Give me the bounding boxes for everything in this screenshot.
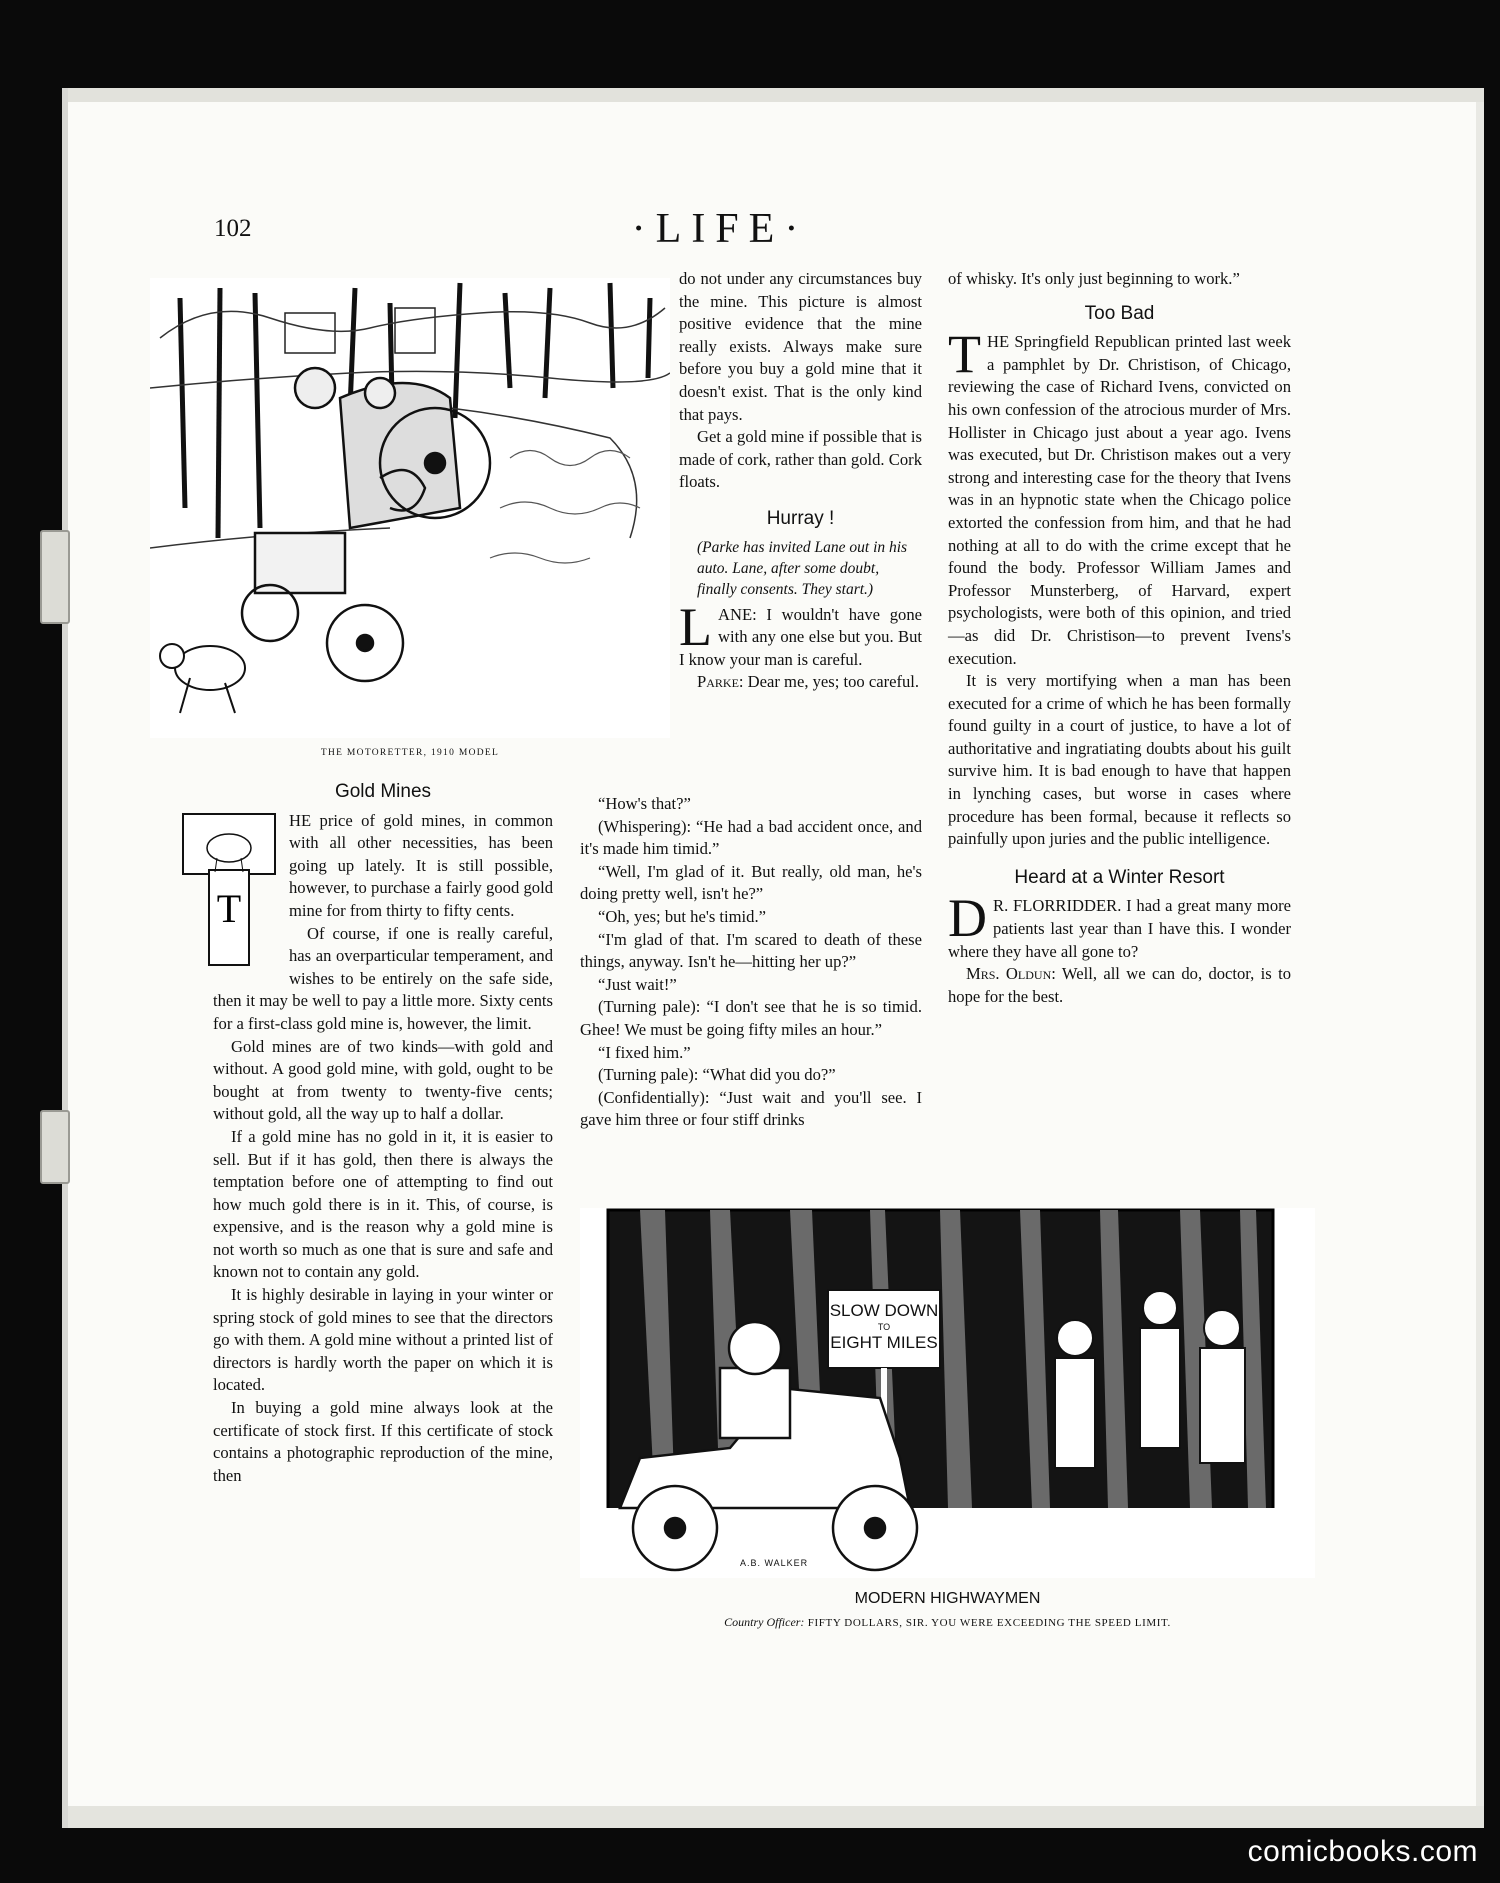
dropcap-t-ornament (179, 810, 279, 970)
binding-tab (40, 530, 70, 624)
page-header (0, 205, 1500, 255)
oldun-text: : Well, all we can do, doctor, is to hope for the best. (948, 964, 1291, 1006)
hurray-stage-direction: (Parke has invited Lane out in his auto. Lane, after some doubt, finally consents. They start.) (697, 538, 908, 598)
winter-resort-title: Heard at a Winter Resort (1014, 866, 1225, 888)
sign-line-1: SLOW DOWN (829, 1301, 939, 1320)
page-bottom-edge (68, 1806, 1484, 1828)
highwaymen-caption-text (580, 1615, 1315, 1630)
oldun-name: Mrs. Oldun (966, 964, 1052, 984)
binding-tab (40, 1110, 70, 1184)
dialogue-line: (Confidentially): “Just wait and you'll see. I gave him three or four stiff drinks (580, 1087, 922, 1130)
dropcap-l: L (679, 596, 712, 657)
doctor-name: R. FLORRIDDER (993, 896, 1118, 916)
sign-line-2: TO (877, 1322, 891, 1332)
dialogue-line: “Just wait!” (598, 974, 677, 994)
motoretter-caption: THE MOTORETTER, 1910 MODEL (320, 748, 500, 758)
too-bad-paragraph: THE Springfield Republican printed last week a pamphlet by Dr. Christison, of Chicago, reviewing the case of Richard Ivens, convicted on his own confession of the atrocious murder of Mrs. Hollister in Chicago just about a year ago. Ivens was executed, but Dr. Christison makes out a very strong and interesting case for the theory that Ivens was in an hypnotic state when the Chicago police extorted the confession from him, and that he had nothing at all to do with the crime except that he found the body. Professor William James and Professor Munsterberg, of Harvard, expert psychologists, were both of this opinion, and tried—as did Dr. Christison—to prevent Ivens's execution. (948, 324, 1291, 668)
lane-text: : I wouldn't have gone with any one else but you. But I know your man is careful. (679, 604, 922, 669)
lane-name: ANE (718, 604, 753, 624)
gold-mines-paragraph: Get a gold mine if possible that is made of cork, rather than gold. Cork floats. (679, 427, 922, 492)
gold-mines-paragraph: HE price of gold mines, in common with all other necessities, has been going up lately. It is still possible, however, to purchase a fairly good gold mine for from thirty to fifty cents. (289, 810, 553, 920)
motoretter-drawing (150, 278, 670, 738)
page-top-edge (68, 88, 1484, 102)
parke-name: Parke (697, 672, 739, 692)
gold-mines-paragraph: If a gold mine has no gold in it, it is easier to sell. But if it has gold, then there is always the temptation before one of attempting to find out how much gold there is in it. This, of course, is expensive, and is the reason why a gold mine is not worth so much as one that is sure and safe and known not to contain any gold. (213, 1126, 553, 1282)
caption-quote: FIFTY DOLLARS, SIR. YOU WERE EXCEEDING THE SPEED LIMIT. (807, 1617, 1171, 1629)
hurray-title: Hurray ! (766, 507, 835, 529)
dialogue-line: “I fixed him.” (598, 1042, 691, 1062)
dialogue-line: (Turning pale): “I don't see that he is so timid. Ghee! We must be going fifty miles an hour.” (580, 997, 922, 1039)
lane-line (679, 596, 922, 672)
dialogue-line: “Well, I'm glad of it. But really, old man, he's doing pretty well, isn't he?” (580, 861, 922, 904)
gold-mines-title: Gold Mines (334, 781, 432, 802)
gold-mines-paragraph: Gold mines are of two kinds—with gold and without. A good gold mine, with gold, ought to be bought at from twenty to twenty-five cents; without gold, all the way up to half a dollar. (213, 1036, 553, 1124)
sign-line-3: EIGHT MILES (830, 1333, 938, 1352)
dialogue-line: (Turning pale): “What did you do?” (598, 1065, 836, 1085)
dropcap-t: T (948, 324, 981, 385)
highwaymen-drawing (580, 1208, 1315, 1578)
gold-mines-paragraph: do not under any circumstances buy the mine. This picture is almost positive evidence that the mine really exists. Always make sure before you buy a gold mine that it doesn't exist. That is the only kind that pays. (679, 269, 922, 424)
gold-mines-paragraph: Of course, if one is really careful, has an overparticular temperament, and wishes to be entirely on the safe side, then it may be well to pay a little more. Sixty cents for a first-class gold mine is, however, the limit. (213, 923, 553, 1033)
right-column (948, 268, 1291, 1008)
gold-mines-paragraph: In buying a gold mine always look at the certificate of stock first. If this certificate of stock contains a photographic reproduction of the mine, then (213, 1398, 553, 1485)
parke-text: : Dear me, yes; too careful. (738, 672, 920, 692)
gold-mines-continuation (679, 268, 922, 694)
caption-speaker: Country Officer: (724, 1615, 805, 1629)
dropcap-d: D (948, 888, 987, 949)
highwaymen-illustration (580, 1208, 1315, 1578)
gold-mines-article (213, 773, 553, 1487)
doctor-text: . I had a great many more patients last year than I have this. I wonder where they have all gone to? (948, 896, 1292, 961)
dropcap-letter: T (216, 885, 242, 931)
site-watermark: comicbooks.com (1247, 1835, 1478, 1868)
oldun-line (948, 963, 1291, 1008)
doctor-line (948, 888, 1292, 963)
dialogue-line: “I'm glad of that. I'm scared to death of these things, anyway. Isn't he—hitting her up?” (580, 929, 922, 972)
dialogue-line: of whisky. It's only just beginning to work.” (948, 269, 1240, 288)
highwaymen-caption-title: MODERN HIGHWAYMEN (854, 1590, 1041, 1607)
dialogue-line: “How's that?” (598, 794, 691, 813)
page-number: 102 (214, 215, 252, 242)
motoretter-illustration (150, 278, 670, 738)
too-bad-paragraph: It is very mortifying when a man has been executed for a crime of which he has been formally found guilty in a court of justice, to have a lot of authoritative and ingratiating doubts about his guilt survive him. It is bad enough to have that happen in lynching cases, but worse in cases where procedure has been formal, because it reflects so painfully upon juries and the public intelligence. (948, 671, 1291, 849)
masthead: ·LIFE· (631, 206, 809, 252)
dialogue-line: (Whispering): “He had a bad accident once, and it's made him timid.” (580, 816, 922, 859)
ornamental-dropcap (179, 810, 279, 970)
dialogue-line: “Oh, yes; but he's timid.” (598, 906, 766, 926)
gold-mines-paragraph: It is highly desirable in laying in your winter or spring stock of gold mines to see that the directors go with them. A gold mine without a printed list of directors is hardly worth the paper on which it is located. (213, 1285, 553, 1395)
parke-line (679, 671, 922, 694)
hurray-dialogue (580, 793, 922, 1132)
artist-signature: A.B. WALKER (740, 1558, 809, 1568)
too-bad-title: Too Bad (1084, 302, 1155, 324)
